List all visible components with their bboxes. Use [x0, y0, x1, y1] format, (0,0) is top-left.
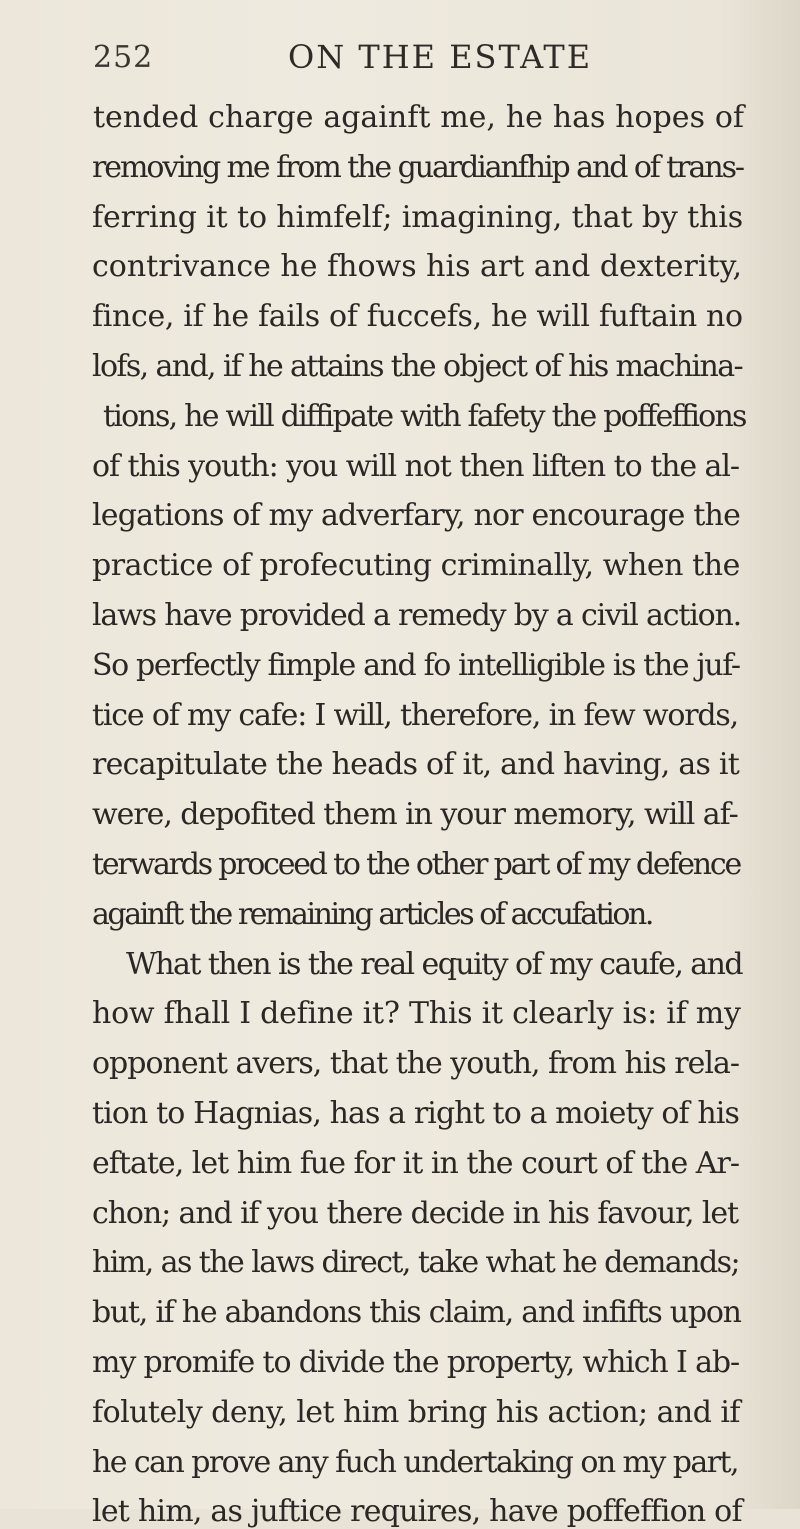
text-line: removing me from the guardianfhip and of trans- [92, 150, 743, 185]
text-line: of this youth: you will not then liften to the al- [92, 449, 739, 484]
text-line: chon; and if you there decide in his favour, let [92, 1196, 738, 1231]
text-line: tice of my cafe: I will, therefore, in few words, [92, 698, 738, 733]
text-line: lofs, and, if he attains the object of his machina- [92, 349, 742, 384]
text-line: contrivance he fhows his art and dexterity, [92, 249, 742, 284]
text-line: my promife to divide the property, which I ab- [92, 1345, 739, 1380]
text-line: how fhall I define it? This it clearly is: if my [92, 996, 741, 1031]
text-line: him, as the laws direct, take what he demands; [92, 1245, 739, 1280]
text-line: What then is the real equity of my caufe, and [126, 947, 742, 982]
text-line: eftate, let him fue for it in the court of the Ar- [92, 1146, 739, 1181]
text-line: let him, as juftice requires, have poffeffion of [92, 1494, 742, 1529]
text-line: tions, he will diffipate with fafety the poffeffions [103, 399, 746, 434]
running-title: ON THE ESTATE [288, 38, 593, 76]
text-line: opponent avers, that the youth, from his rela- [92, 1046, 739, 1081]
text-line: terwards proceed to the other part of my defence [92, 847, 740, 882]
text-line: So perfectly fimple and fo intelligible is the juf- [92, 648, 740, 683]
text-line: folutely deny, let him bring his action; and if [92, 1395, 740, 1430]
text-line: were, depofited them in your memory, will af- [92, 797, 738, 832]
text-line: but, if he abandons this claim, and infifts upon [92, 1295, 741, 1330]
text-line: legations of my adverfary, nor encourage the [92, 498, 741, 533]
page-number: 252 [93, 40, 154, 75]
text-line: ferring it to himfelf; imagining, that by this [92, 200, 743, 235]
text-line: laws have provided a remedy by a civil action. [92, 598, 741, 633]
text-line: recapitulate the heads of it, and having, as it [92, 747, 740, 782]
text-line: tended charge againft me, he has hopes of [93, 100, 744, 135]
text-line: againft the remaining articles of accufation. [92, 897, 652, 932]
text-line: he can prove any fuch undertaking on my part, [92, 1445, 738, 1480]
text-line: fince, if he fails of fuccefs, he will fuftain no [92, 299, 743, 334]
text-line: practice of profecuting criminally, when the [92, 548, 740, 583]
text-line: tion to Hagnias, has a right to a moiety of his [92, 1096, 739, 1131]
